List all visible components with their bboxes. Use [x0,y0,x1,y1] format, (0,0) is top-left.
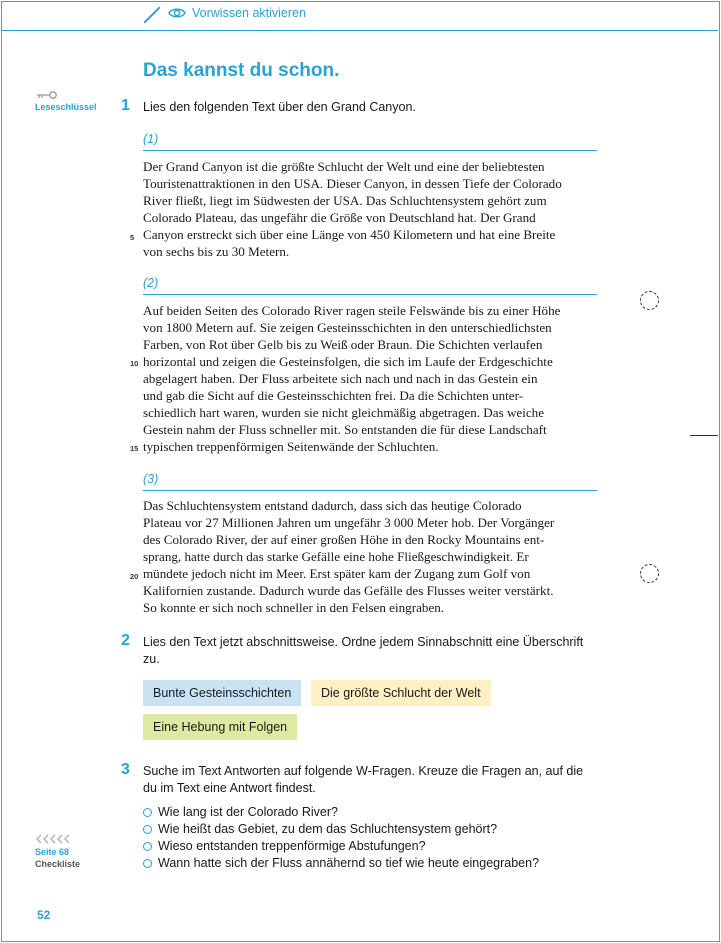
heading-option-2[interactable]: Die größte Schlucht der Welt [311,680,491,706]
fold-mark [690,435,718,436]
task-1-number: 1 [121,97,130,114]
instruction-line: zu. [143,652,160,666]
text-line: abgelagert haben. Der Fluss arbeitete sich nach und nach in das Gestein ein [143,371,538,386]
topic-label: Vorwissen aktivieren [192,6,306,20]
page-title: Das kannst du schon. [143,60,340,81]
section-1-text [143,158,603,260]
section-2-text [143,302,603,455]
text-line: Der Grand Canyon ist die größte Schlucht der Welt und eine der beliebtesten [143,159,545,174]
text-line: Colorado Plateau, das ungefähr die Größe von Deutschland hat. Der Grand [143,210,536,225]
instruction-line: Lies den Text jetzt abschnittsweise. Ordne jedem Sinnabschnitt eine Überschrift [143,635,584,649]
text-line: sprang, hatte durch das starke Gefälle eine hohe Fließgeschwindigkeit. Er [143,549,529,564]
question-item[interactable] [143,805,338,819]
section-3-text [143,497,603,616]
page-number: 52 [37,908,51,922]
text-line: des Colorado River, der auf einer großen Höhe in den Rocky Mountains ent- [143,532,545,547]
question-text: Wieso entstanden treppenförmige Abstufungen? [158,839,426,853]
line-number: 5 [130,233,135,242]
line-number: 10 [130,359,139,368]
question-item[interactable] [143,856,539,870]
text-line: und gab die Sicht auf die Gesteinsschichten frei. Da die Schichten unter- [143,388,524,403]
text-line: Canyon erstreckt sich über eine Länge von 450 Kilometern und hat eine Breite [143,227,556,242]
sidebar-ref-page[interactable]: Seite 68 [35,847,70,857]
text-line: Kalifornien zustande. Dadurch wurde das Gefälle des Flusses weiter verstärkt. [143,583,554,598]
question-text: Wann hatte sich der Fluss annähernd so tief wie heute eingegraben? [158,856,540,870]
punch-hole-bottom [640,564,659,583]
chevrons-icon [35,834,69,844]
task-1-instruction: Lies den folgenden Text über den Grand Canyon. [143,100,416,114]
header-rule [2,30,718,31]
text-line: Farben, von Rot über Gelb bis zu Weiß oder Braun. Die Schichten verlaufen [143,337,543,352]
text-line: Gestein nahm der Fluss schneller mit. So entstanden die für diese Landschaft [143,422,547,437]
heading-option-1[interactable]: Bunte Gesteinsschichten [143,680,301,706]
topic-header [168,6,306,20]
text-line: von sechs bis zu 30 Metern. [143,244,290,259]
checkbox-circle-icon[interactable] [143,825,152,834]
text-line: schiedlich hart waren, wurden sie nicht gleichmäßig abgetragen. Das weiche [143,405,545,420]
section-3-rule [143,490,597,491]
text-line: Plateau vor 27 Millionen Jahren um ungefähr 3 000 Meter hob. Der Vorgänger [143,515,555,530]
text-line: Touristenattraktionen in den USA. Dieser Canyon, in dessen Tiefe der Colorado [143,176,562,191]
question-item[interactable] [143,839,426,853]
task-3-instruction [143,763,613,797]
sidebar-ref-label: Checkliste [35,859,81,869]
line-number: 20 [130,572,139,581]
page-frame [1,1,720,942]
line-number: 15 [130,444,139,453]
text-line: von 1800 Metern auf. Sie zeigen Gesteinsschichten in den unterschiedlichsten [143,320,552,335]
text-line: Auf beiden Seiten des Colorado River ragen steile Felswände bis zu einer Höhe [143,303,561,318]
text-line: horizontal und zeigen die Gesteinsfolgen, die sich im Laufe der Erdgeschichte [143,354,553,369]
section-3-label: (3) [143,472,159,486]
text-line: mündete jedoch nicht im Meer. Erst später kam der Zugang zum Golf von [143,566,531,581]
text-line: typischen treppenförmigen Seitenwände der Schluchten. [143,439,439,454]
task-3-number: 3 [121,761,130,778]
task-2-instruction [143,634,613,668]
text-line: Das Schluchtensystem entstand dadurch, dass sich das heutige Colorado [143,498,522,513]
eye-icon [168,7,186,19]
instruction-line: Suche im Text Antworten auf folgende W-Fragen. Kreuze die Fragen an, auf die [143,764,584,778]
checkbox-circle-icon[interactable] [143,842,152,851]
checkbox-circle-icon[interactable] [143,859,152,868]
section-1-label: (1) [143,132,159,146]
question-text: Wie lang ist der Colorado River? [158,805,338,819]
section-2-label: (2) [143,276,159,290]
sidebar-key-label: Leseschlüssel [35,102,97,112]
question-item[interactable] [143,822,497,836]
section-1-rule [143,150,597,151]
text-line: River fließt, liegt im Südwesten der USA. Das Schluchtensystem gehört zum [143,193,547,208]
instruction-line: du im Text eine Antwort findest. [143,781,316,795]
checkbox-circle-icon[interactable] [143,808,152,817]
section-2-rule [143,294,597,295]
task-2-number: 2 [121,632,130,649]
text-line: So konnte er sich noch schneller in den Felsen eingraben. [143,600,445,615]
question-text: Wie heißt das Gebiet, zu dem das Schluchtensystem gehört? [158,822,498,836]
key-icon [36,90,58,100]
punch-hole-top [640,291,659,310]
heading-option-3[interactable]: Eine Hebung mit Folgen [143,714,297,740]
